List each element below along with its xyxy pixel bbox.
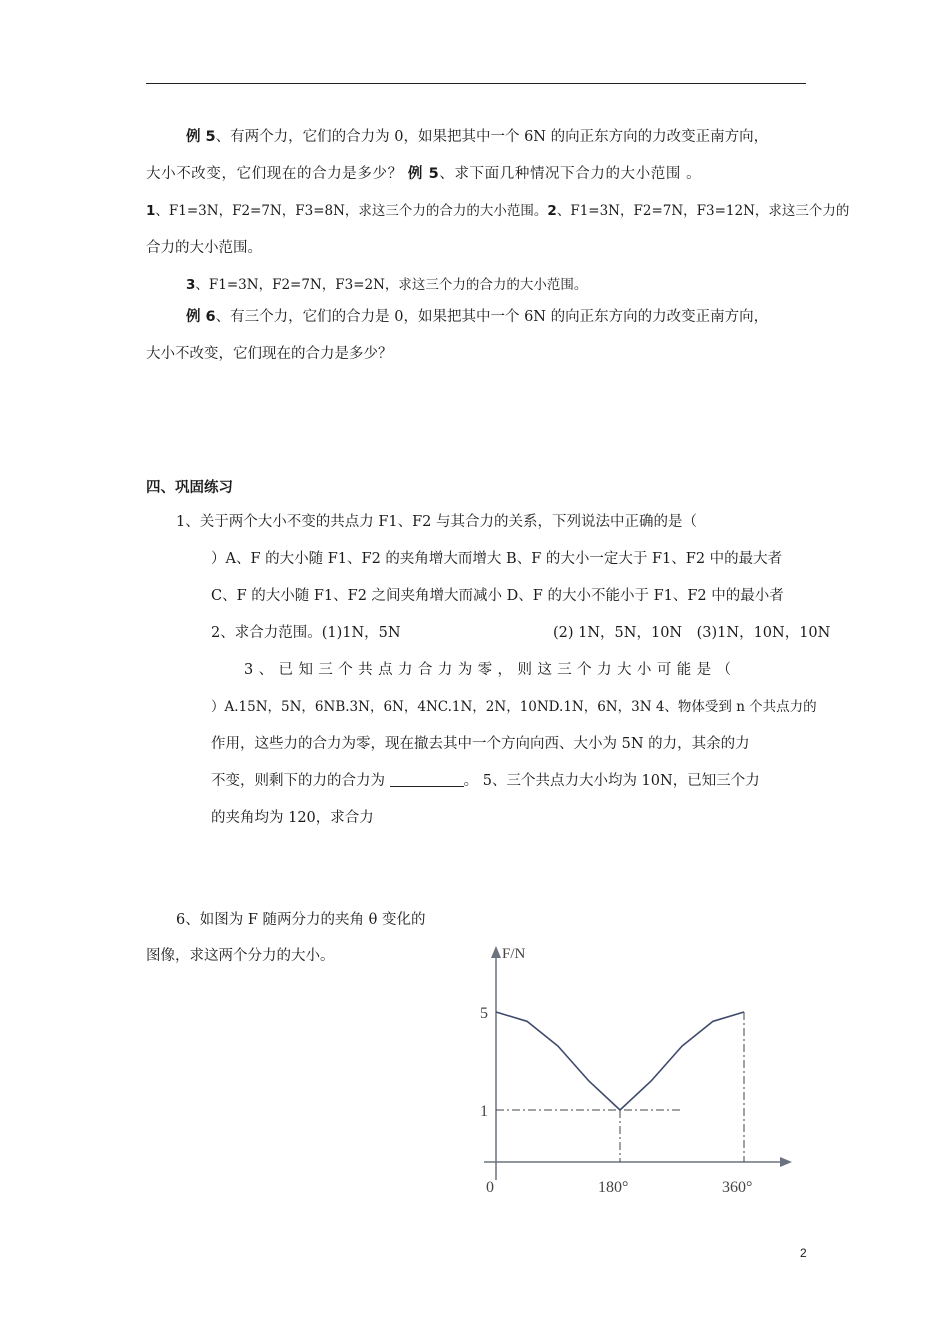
y-axis-arrow xyxy=(491,946,501,958)
x-tick-label-1: 180° xyxy=(598,1179,629,1196)
x-tick-label-0: 0 xyxy=(486,1179,494,1196)
y-tick-label-5: 5 xyxy=(480,1005,488,1022)
example6-label: 例 6 xyxy=(186,309,216,325)
example5-item1-2: 1、F1=3N，F2=7N，F3=8N，求这三个力的合力的大小范围。2、F1=3N，F2=7N，F3=12N，求这三个力的 xyxy=(146,203,850,219)
x-axis-arrow xyxy=(780,1157,792,1167)
q1-line2: ）A、F 的大小随 F1、F2 的夹角增大而增大 B、F 的大小一定大于 F1、F2 中的最大者 xyxy=(211,551,783,567)
y-tick-label-1: 1 xyxy=(480,1103,488,1120)
example6-line1: 例 6、有三个力，它们的合力是 0，如果把其中一个 6N 的向正东方向的力改变正南方向， xyxy=(186,309,769,325)
f-curve xyxy=(496,1012,744,1110)
x-tick-label-2: 360° xyxy=(722,1179,753,1196)
example6-line2: 大小不改变，它们现在的合力是多少？ xyxy=(146,346,393,362)
q1-line1: 1、关于两个大小不变的共点力 F1、F2 与其合力的关系，下列说法中正确的是（ xyxy=(176,514,698,530)
example5-line2: 大小不改变，它们现在的合力是多少？ 例 5、求下面几种情况下合力的大小范围 。 xyxy=(146,166,702,182)
answer-blank[interactable] xyxy=(390,772,464,787)
example5-line1: 例 5、有两个力，它们的合力为 0，如果把其中一个 6N 的向正东方向的力改变正南方向， xyxy=(186,129,769,145)
example5-item3: 3、F1=3N，F2=7N，F3=2N，求这三个力的合力的大小范围。 xyxy=(186,277,588,293)
example5-label-2: 例 5 xyxy=(407,166,440,182)
q2-line: 2、求合力范围。(1)1N，5N xyxy=(211,625,401,641)
q3-line1: 3 、 已 知 三 个 共 点 力 合 力 为 零 ， 则 这 三 个 力 大 小 可 能 是 （ xyxy=(244,662,732,678)
q6-line1: 6、如图为 F 随两分力的夹角 θ 变化的 xyxy=(176,912,426,928)
q5-line: 的夹角均为 120，求合力 xyxy=(211,810,374,826)
section-title: 四、巩固练习 xyxy=(146,480,233,496)
q3-line2: ）A.15N，5N，6NB.3N，6N，4NC.1N，2N，10ND.1N，6N，3N 4、物体受到 n 个共点力的 xyxy=(211,699,817,715)
example5-label: 例 5 xyxy=(186,129,216,145)
q6-line2: 图像，求这两个分力的大小。 xyxy=(146,948,335,964)
q1-line3: C、F 的大小随 F1、F2 之间夹角增大而减小 D、F 的大小不能小于 F1、F2 中的最小者 xyxy=(211,588,784,604)
example5-item2-cont: 合力的大小范围。 xyxy=(146,240,262,256)
header-rule xyxy=(146,83,806,84)
q2-parts: (2) 1N，5N，10N (3)1N，10N，10N xyxy=(553,625,831,641)
q4-line4: 不变，则剩下的力的合力为 。 5、三个共点力大小均为 10N，已知三个力 xyxy=(211,773,760,789)
q4-line3: 作用，这些力的合力为零，现在撤去其中一个方向向西、大小为 5N 的力，其余的力 xyxy=(211,736,750,752)
y-axis-label: F/N xyxy=(502,946,526,962)
page-number: 2 xyxy=(800,1246,807,1260)
f-theta-chart xyxy=(460,930,800,1210)
